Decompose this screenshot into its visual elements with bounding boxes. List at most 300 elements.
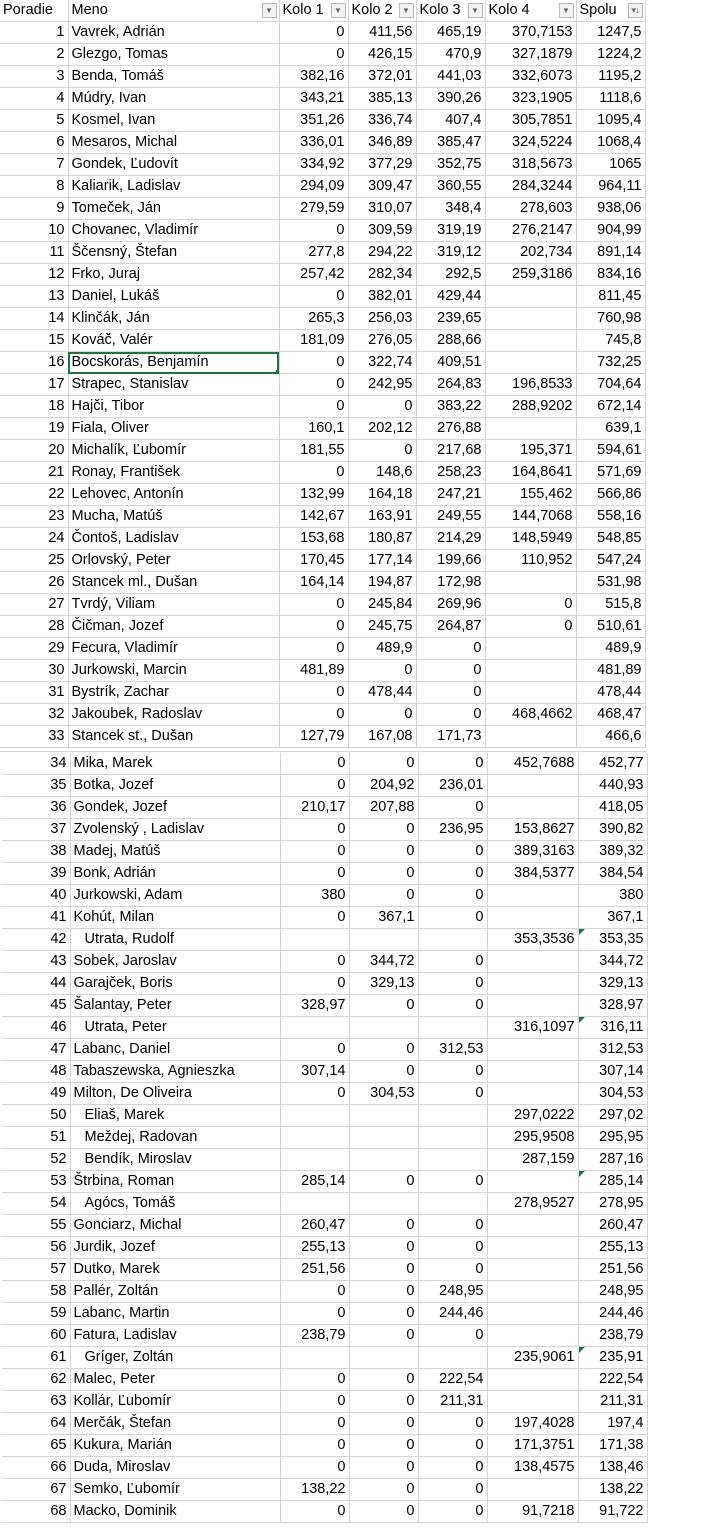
kolo-3-cell[interactable]: 258,23 [416,462,485,484]
kolo-1-cell[interactable]: 0 [280,775,349,797]
rank-cell[interactable]: 41 [2,907,70,929]
kolo-4-cell[interactable]: 318,5673 [485,154,576,176]
kolo-3-cell[interactable]: 214,29 [416,528,485,550]
spolu-cell[interactable]: 1065 [576,154,645,176]
kolo-4-cell[interactable] [487,775,578,797]
spolu-cell[interactable]: 558,16 [576,506,645,528]
kolo-2-cell[interactable]: 0 [349,1061,418,1083]
kolo-3-cell[interactable]: 319,12 [416,242,485,264]
rank-cell[interactable]: 26 [0,572,68,594]
kolo-3-cell[interactable]: 239,65 [416,308,485,330]
name-cell[interactable]: Stancek ml., Dušan [68,572,279,594]
name-cell[interactable]: Mesaros, Michal [68,132,279,154]
kolo-4-cell[interactable]: 353,3536 [487,929,578,951]
kolo-4-cell[interactable] [487,1171,578,1193]
spolu-cell[interactable]: 251,56 [578,1259,647,1281]
name-cell[interactable]: Lehovec, Antonín [68,484,279,506]
rank-cell[interactable]: 50 [2,1105,70,1127]
kolo-4-cell[interactable] [487,1479,578,1501]
kolo-3-cell[interactable]: 0 [418,1479,487,1501]
kolo-3-cell[interactable]: 0 [418,973,487,995]
kolo-3-cell[interactable]: 385,47 [416,132,485,154]
kolo-3-cell[interactable]: 0 [418,797,487,819]
rank-cell[interactable]: 54 [2,1193,70,1215]
column-header-kolo-3[interactable]: Kolo 3 ▼ [416,0,485,22]
kolo-2-cell[interactable]: 0 [349,1435,418,1457]
filter-dropdown-icon[interactable]: ▼ [559,3,574,18]
kolo-1-cell[interactable]: 0 [280,1391,349,1413]
kolo-2-cell[interactable]: 294,22 [348,242,416,264]
kolo-2-cell[interactable]: 0 [349,995,418,1017]
kolo-4-cell[interactable] [487,951,578,973]
rank-cell[interactable]: 67 [2,1479,70,1501]
kolo-3-cell[interactable]: 236,95 [418,819,487,841]
kolo-2-cell[interactable]: 148,6 [348,462,416,484]
kolo-1-cell[interactable]: 238,79 [280,1325,349,1347]
rank-cell[interactable]: 9 [0,198,68,220]
name-cell[interactable]: Duda, Miroslav [70,1457,280,1479]
rank-cell[interactable]: 39 [2,863,70,885]
kolo-3-cell[interactable]: 264,87 [416,616,485,638]
kolo-3-cell[interactable]: 0 [418,1259,487,1281]
kolo-1-cell[interactable]: 0 [279,286,348,308]
spolu-cell[interactable]: 481,89 [576,660,645,682]
kolo-2-cell[interactable]: 0 [348,660,416,682]
kolo-1-cell[interactable]: 351,26 [279,110,348,132]
rank-cell[interactable]: 11 [0,242,68,264]
kolo-1-cell[interactable]: 382,16 [279,66,348,88]
spolu-cell[interactable]: 171,38 [578,1435,647,1457]
spolu-cell[interactable]: 297,02 [578,1105,647,1127]
kolo-4-cell[interactable] [487,1039,578,1061]
kolo-2-cell[interactable] [349,1127,418,1149]
kolo-3-cell[interactable]: 312,53 [418,1039,487,1061]
rank-cell[interactable]: 23 [0,506,68,528]
rank-cell[interactable]: 24 [0,528,68,550]
kolo-3-cell[interactable]: 409,51 [416,352,485,374]
spolu-cell[interactable]: 390,82 [578,819,647,841]
spolu-cell[interactable]: 287,16 [578,1149,647,1171]
name-cell[interactable]: Čičman, Jozef [68,616,279,638]
rank-cell[interactable]: 68 [2,1501,70,1523]
kolo-1-cell[interactable]: 138,22 [280,1479,349,1501]
kolo-3-cell[interactable]: 465,19 [416,22,485,44]
kolo-3-cell[interactable]: 407,4 [416,110,485,132]
kolo-4-cell[interactable]: 297,0222 [487,1105,578,1127]
kolo-1-cell[interactable]: 0 [280,1501,349,1523]
kolo-4-cell[interactable]: 91,7218 [487,1501,578,1523]
kolo-3-cell[interactable]: 383,22 [416,396,485,418]
name-cell[interactable]: Utrata, Rudolf [70,929,280,951]
rank-cell[interactable]: 36 [2,797,70,819]
kolo-3-cell[interactable]: 0 [416,660,485,682]
name-cell[interactable]: Macko, Dominik [70,1501,280,1523]
kolo-2-cell[interactable]: 0 [349,1501,418,1523]
name-cell[interactable]: Benda, Tomáš [68,66,279,88]
kolo-4-cell[interactable] [487,995,578,1017]
kolo-1-cell[interactable]: 265,3 [279,308,348,330]
kolo-2-cell[interactable] [349,1347,418,1369]
name-cell[interactable]: Ščensný, Štefan [68,242,279,264]
kolo-2-cell[interactable]: 207,88 [349,797,418,819]
kolo-1-cell[interactable]: 277,8 [279,242,348,264]
kolo-4-cell[interactable]: 468,4662 [485,704,576,726]
filter-dropdown-icon[interactable]: ▼ [331,3,346,18]
kolo-3-cell[interactable]: 470,9 [416,44,485,66]
kolo-1-cell[interactable]: 0 [279,374,348,396]
kolo-4-cell[interactable]: 144,7068 [485,506,576,528]
kolo-1-cell[interactable]: 0 [279,594,348,616]
kolo-4-cell[interactable] [487,973,578,995]
kolo-4-cell[interactable]: 195,371 [485,440,576,462]
kolo-3-cell[interactable]: 244,46 [418,1303,487,1325]
kolo-4-cell[interactable] [485,330,576,352]
kolo-1-cell[interactable]: 142,67 [279,506,348,528]
spolu-cell[interactable]: 571,69 [576,462,645,484]
spolu-cell[interactable]: 515,8 [576,594,645,616]
kolo-4-cell[interactable]: 171,3751 [487,1435,578,1457]
kolo-4-cell[interactable] [487,1061,578,1083]
kolo-3-cell[interactable]: 0 [418,1061,487,1083]
name-cell[interactable]: Madej, Matúš [70,841,280,863]
kolo-1-cell[interactable]: 210,17 [280,797,349,819]
name-cell[interactable]: Ronay, František [68,462,279,484]
spolu-cell[interactable]: 1095,4 [576,110,645,132]
kolo-3-cell[interactable]: 0 [418,885,487,907]
kolo-3-cell[interactable]: 236,01 [418,775,487,797]
name-cell[interactable]: Šalantay, Peter [70,995,280,1017]
spolu-cell[interactable]: 295,95 [578,1127,647,1149]
kolo-4-cell[interactable] [485,572,576,594]
kolo-4-cell[interactable] [487,1215,578,1237]
kolo-3-cell[interactable]: 0 [418,1457,487,1479]
kolo-1-cell[interactable]: 0 [280,841,349,863]
kolo-2-cell[interactable]: 0 [349,1171,418,1193]
kolo-1-cell[interactable]: 0 [280,819,349,841]
spolu-cell[interactable]: 732,25 [576,352,645,374]
kolo-2-cell[interactable]: 367,1 [349,907,418,929]
kolo-1-cell[interactable]: 0 [279,352,348,374]
kolo-2-cell[interactable]: 245,84 [348,594,416,616]
name-cell[interactable]: Bystrík, Zachar [68,682,279,704]
kolo-1-cell[interactable]: 0 [280,1303,349,1325]
kolo-4-cell[interactable]: 110,952 [485,550,576,572]
spolu-cell[interactable]: 566,86 [576,484,645,506]
kolo-3-cell[interactable]: 211,31 [418,1391,487,1413]
kolo-4-cell[interactable]: 323,1905 [485,88,576,110]
name-cell[interactable]: Štrbina, Roman [70,1171,280,1193]
name-cell[interactable]: Michalík, Ľubomír [68,440,279,462]
rank-cell[interactable]: 2 [0,44,68,66]
name-cell[interactable]: Tomeček, Ján [68,198,279,220]
kolo-4-cell[interactable]: 305,7851 [485,110,576,132]
kolo-1-cell[interactable]: 260,47 [280,1215,349,1237]
rank-cell[interactable]: 32 [0,704,68,726]
kolo-4-cell[interactable]: 196,8533 [485,374,576,396]
spolu-cell[interactable]: 248,95 [578,1281,647,1303]
kolo-4-cell[interactable]: 153,8627 [487,819,578,841]
kolo-2-cell[interactable]: 385,13 [348,88,416,110]
spolu-cell[interactable]: 938,06 [576,198,645,220]
spolu-cell[interactable]: 1195,2 [576,66,645,88]
kolo-3-cell[interactable]: 0 [416,704,485,726]
kolo-3-cell[interactable]: 0 [418,841,487,863]
spolu-cell[interactable]: 478,44 [576,682,645,704]
rank-cell[interactable]: 60 [2,1325,70,1347]
kolo-4-cell[interactable]: 278,603 [485,198,576,220]
spolu-cell[interactable]: 704,64 [576,374,645,396]
spolu-cell[interactable]: 672,14 [576,396,645,418]
kolo-3-cell[interactable]: 269,96 [416,594,485,616]
kolo-2-cell[interactable] [349,1105,418,1127]
name-cell[interactable]: Garajček, Boris [70,973,280,995]
spolu-cell[interactable]: 329,13 [578,973,647,995]
kolo-4-cell[interactable]: 452,7688 [487,753,578,775]
kolo-2-cell[interactable]: 0 [349,1215,418,1237]
kolo-2-cell[interactable]: 426,15 [348,44,416,66]
spolu-cell[interactable]: 260,47 [578,1215,647,1237]
spolu-cell[interactable]: 548,85 [576,528,645,550]
rank-cell[interactable]: 15 [0,330,68,352]
kolo-4-cell[interactable] [485,726,576,748]
kolo-1-cell[interactable]: 336,01 [279,132,348,154]
kolo-4-cell[interactable] [487,1281,578,1303]
spolu-cell[interactable]: 353,35 [578,929,647,951]
name-cell[interactable]: Bonk, Adrián [70,863,280,885]
spolu-cell[interactable]: 235,91 [578,1347,647,1369]
kolo-3-cell[interactable] [418,1105,487,1127]
spolu-cell[interactable]: 138,46 [578,1457,647,1479]
spolu-cell[interactable]: 384,54 [578,863,647,885]
filter-dropdown-icon[interactable]: ▼ [399,3,414,18]
kolo-1-cell[interactable]: 251,56 [280,1259,349,1281]
spolu-cell[interactable]: 760,98 [576,308,645,330]
kolo-2-cell[interactable]: 0 [348,396,416,418]
kolo-3-cell[interactable]: 288,66 [416,330,485,352]
column-header-spolu[interactable]: Spolu ▾↓ [576,0,645,22]
kolo-2-cell[interactable]: 180,87 [348,528,416,550]
name-cell[interactable]: Mika, Marek [70,753,280,775]
name-cell[interactable]: Milton, De Oliveira [70,1083,280,1105]
name-cell[interactable]: Dutko, Marek [70,1259,280,1281]
kolo-2-cell[interactable]: 0 [348,440,416,462]
name-cell[interactable]: Strapec, Stanislav [68,374,279,396]
name-cell[interactable]: Kosmel, Ivan [68,110,279,132]
kolo-2-cell[interactable]: 0 [349,885,418,907]
rank-cell[interactable]: 55 [2,1215,70,1237]
name-cell[interactable]: Fiala, Oliver [68,418,279,440]
name-cell[interactable]: Gríger, Zoltán [70,1347,280,1369]
rank-cell[interactable]: 61 [2,1347,70,1369]
kolo-4-cell[interactable]: 287,159 [487,1149,578,1171]
kolo-1-cell[interactable]: 170,45 [279,550,348,572]
name-cell[interactable]: Gondek, Jozef [70,797,280,819]
spolu-cell[interactable]: 489,9 [576,638,645,660]
kolo-2-cell[interactable]: 411,56 [348,22,416,44]
kolo-1-cell[interactable] [280,929,349,951]
name-cell[interactable]: Frko, Juraj [68,264,279,286]
kolo-3-cell[interactable]: 292,5 [416,264,485,286]
kolo-2-cell[interactable]: 0 [349,1369,418,1391]
rank-cell[interactable]: 33 [0,726,68,748]
name-cell[interactable]: Chovanec, Vladimír [68,220,279,242]
name-cell[interactable]: Stancek st., Dušan [68,726,279,748]
kolo-1-cell[interactable]: 0 [280,907,349,929]
kolo-1-cell[interactable]: 0 [279,44,348,66]
rank-cell[interactable]: 62 [2,1369,70,1391]
kolo-2-cell[interactable]: 336,74 [348,110,416,132]
spolu-cell[interactable]: 510,61 [576,616,645,638]
name-cell[interactable]: Jurkowski, Adam [70,885,280,907]
kolo-4-cell[interactable]: 332,6073 [485,66,576,88]
kolo-2-cell[interactable] [349,1193,418,1215]
kolo-3-cell[interactable]: 222,54 [418,1369,487,1391]
kolo-3-cell[interactable]: 348,4 [416,198,485,220]
kolo-4-cell[interactable]: 0 [485,594,576,616]
name-cell[interactable]: Tabaszewska, Agnieszka [70,1061,280,1083]
kolo-4-cell[interactable]: 0 [485,616,576,638]
kolo-4-cell[interactable] [485,286,576,308]
kolo-4-cell[interactable]: 370,7153 [485,22,576,44]
rank-cell[interactable]: 12 [0,264,68,286]
kolo-1-cell[interactable]: 0 [280,1369,349,1391]
spolu-cell[interactable]: 531,98 [576,572,645,594]
kolo-2-cell[interactable]: 309,59 [348,220,416,242]
name-cell[interactable]: Botka, Jozef [70,775,280,797]
name-cell[interactable]: Orlovský, Peter [68,550,279,572]
kolo-1-cell[interactable]: 0 [280,1435,349,1457]
rank-cell[interactable]: 21 [0,462,68,484]
column-header-kolo-1[interactable]: Kolo 1 ▼ [279,0,348,22]
selected-name-cell[interactable]: Bocskorás, Benjamín [68,352,279,374]
rank-cell[interactable]: 47 [2,1039,70,1061]
rank-cell[interactable]: 49 [2,1083,70,1105]
rank-cell[interactable]: 56 [2,1237,70,1259]
rank-cell[interactable]: 4 [0,88,68,110]
kolo-4-cell[interactable]: 202,734 [485,242,576,264]
kolo-1-cell[interactable] [280,1149,349,1171]
spolu-cell[interactable]: 904,99 [576,220,645,242]
kolo-1-cell[interactable]: 181,55 [279,440,348,462]
name-cell[interactable]: Klinčák, Ján [68,308,279,330]
kolo-4-cell[interactable]: 164,8641 [485,462,576,484]
kolo-3-cell[interactable]: 217,68 [416,440,485,462]
kolo-2-cell[interactable]: 372,01 [348,66,416,88]
kolo-4-cell[interactable] [485,418,576,440]
spolu-cell[interactable]: 891,14 [576,242,645,264]
kolo-3-cell[interactable] [418,1347,487,1369]
kolo-1-cell[interactable] [280,1127,349,1149]
column-header-kolo-2[interactable]: Kolo 2 ▼ [348,0,416,22]
kolo-3-cell[interactable] [418,1127,487,1149]
name-cell[interactable]: Jurkowski, Marcin [68,660,279,682]
kolo-1-cell[interactable]: 164,14 [279,572,348,594]
kolo-2-cell[interactable]: 0 [349,1457,418,1479]
kolo-2-cell[interactable] [349,1149,418,1171]
spolu-cell[interactable]: 367,1 [578,907,647,929]
kolo-3-cell[interactable]: 171,73 [416,726,485,748]
kolo-3-cell[interactable]: 199,66 [416,550,485,572]
name-cell[interactable]: Agócs, Tomáš [70,1193,280,1215]
kolo-1-cell[interactable]: 0 [280,1039,349,1061]
rank-cell[interactable]: 3 [0,66,68,88]
rank-cell[interactable]: 10 [0,220,68,242]
spolu-cell[interactable]: 255,13 [578,1237,647,1259]
spolu-cell[interactable]: 307,14 [578,1061,647,1083]
kolo-2-cell[interactable]: 163,91 [348,506,416,528]
kolo-2-cell[interactable]: 0 [349,1413,418,1435]
kolo-3-cell[interactable]: 276,88 [416,418,485,440]
kolo-2-cell[interactable]: 0 [348,704,416,726]
kolo-3-cell[interactable]: 319,19 [416,220,485,242]
kolo-2-cell[interactable]: 194,87 [348,572,416,594]
rank-cell[interactable]: 38 [2,841,70,863]
kolo-2-cell[interactable]: 256,03 [348,308,416,330]
kolo-1-cell[interactable]: 0 [279,22,348,44]
kolo-2-cell[interactable]: 0 [349,1391,418,1413]
name-cell[interactable]: Kaliarik, Ladislav [68,176,279,198]
kolo-2-cell[interactable]: 0 [349,1259,418,1281]
kolo-3-cell[interactable]: 0 [418,1325,487,1347]
spolu-cell[interactable]: 91,722 [578,1501,647,1523]
kolo-3-cell[interactable]: 249,55 [416,506,485,528]
kolo-4-cell[interactable] [485,308,576,330]
kolo-4-cell[interactable] [487,1369,578,1391]
spolu-cell[interactable]: 1068,4 [576,132,645,154]
kolo-4-cell[interactable]: 316,1097 [487,1017,578,1039]
kolo-3-cell[interactable]: 247,21 [416,484,485,506]
spolu-cell[interactable]: 440,93 [578,775,647,797]
kolo-2-cell[interactable]: 202,12 [348,418,416,440]
spolu-cell[interactable]: 211,31 [578,1391,647,1413]
name-cell[interactable]: Fecura, Vladimír [68,638,279,660]
spolu-cell[interactable]: 285,14 [578,1171,647,1193]
spolu-cell[interactable]: 834,16 [576,264,645,286]
kolo-1-cell[interactable]: 328,97 [280,995,349,1017]
spolu-cell[interactable]: 1118,6 [576,88,645,110]
kolo-1-cell[interactable]: 257,42 [279,264,348,286]
name-cell[interactable]: Vavrek, Adrián [68,22,279,44]
spolu-cell[interactable]: 244,46 [578,1303,647,1325]
kolo-1-cell[interactable]: 0 [279,462,348,484]
rank-cell[interactable]: 43 [2,951,70,973]
rank-cell[interactable]: 20 [0,440,68,462]
kolo-1-cell[interactable]: 0 [280,1281,349,1303]
kolo-4-cell[interactable] [487,797,578,819]
spolu-cell[interactable]: 389,32 [578,841,647,863]
rank-cell[interactable]: 30 [0,660,68,682]
kolo-2-cell[interactable]: 177,14 [348,550,416,572]
column-header-kolo-4[interactable]: Kolo 4 ▼ [485,0,576,22]
spolu-cell[interactable]: 222,54 [578,1369,647,1391]
spolu-cell[interactable]: 304,53 [578,1083,647,1105]
kolo-1-cell[interactable]: 160,1 [279,418,348,440]
kolo-2-cell[interactable]: 382,01 [348,286,416,308]
name-cell[interactable]: Sobek, Jaroslav [70,951,280,973]
spolu-cell[interactable]: 452,77 [578,753,647,775]
spolu-cell[interactable]: 278,95 [578,1193,647,1215]
kolo-4-cell[interactable] [485,638,576,660]
sort-descending-filter-icon[interactable]: ▾↓ [628,3,643,18]
spolu-cell[interactable]: 418,05 [578,797,647,819]
kolo-2-cell[interactable]: 489,9 [348,638,416,660]
kolo-4-cell[interactable] [487,885,578,907]
kolo-4-cell[interactable]: 284,3244 [485,176,576,198]
kolo-1-cell[interactable]: 0 [280,1457,349,1479]
kolo-1-cell[interactable]: 0 [280,973,349,995]
name-cell[interactable]: Meždej, Radovan [70,1127,280,1149]
rank-cell[interactable]: 18 [0,396,68,418]
